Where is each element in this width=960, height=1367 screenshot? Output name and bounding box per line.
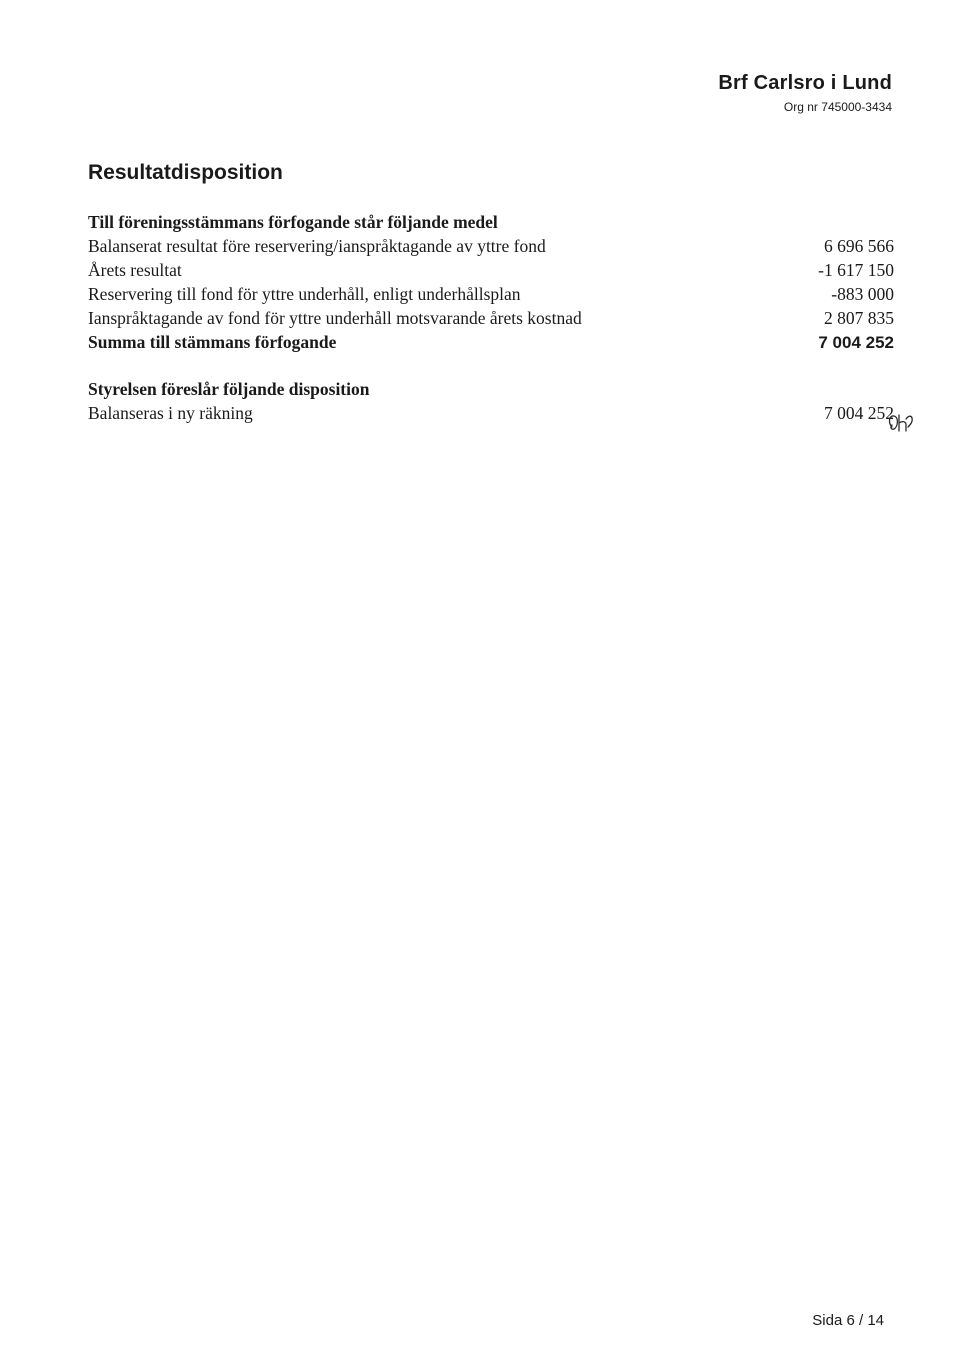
page-title: Resultatdisposition xyxy=(88,161,283,184)
row-label: Ianspråktagande av fond för yttre underhåll motsvarande årets kostnad xyxy=(88,308,582,328)
page-number: Sida 6 / 14 xyxy=(812,1312,884,1329)
disposition-heading: Styrelsen föreslår följande disposition xyxy=(88,379,370,399)
row-label: Balanseras i ny räkning xyxy=(88,403,253,423)
organization-name: Brf Carlsro i Lund xyxy=(718,72,892,94)
row-label: Reservering till fond för yttre underhåll, enligt underhållsplan xyxy=(88,284,521,304)
row-value: 2 807 835 xyxy=(824,308,894,328)
total-row xyxy=(88,330,894,354)
available-funds-heading: Till föreningsstämmans förfogande står följande medel xyxy=(88,212,498,232)
organization-number: Org nr 745000-3434 xyxy=(783,100,892,114)
total-label: Summa till stämmans förfogande xyxy=(88,332,337,352)
row-value: -883 000 xyxy=(831,284,894,304)
row-label: Årets resultat xyxy=(88,260,182,280)
handwritten-initials-icon xyxy=(886,411,920,439)
row-value-container xyxy=(824,401,894,425)
table-row xyxy=(88,401,894,425)
table-row xyxy=(88,282,894,306)
disposition-section xyxy=(88,377,894,425)
total-value: 7 004 252 xyxy=(818,333,894,352)
row-value: 6 696 566 xyxy=(824,236,894,256)
row-value: 7 004 252 xyxy=(824,403,894,423)
available-funds-section xyxy=(88,210,894,354)
document-header xyxy=(718,70,892,116)
table-row xyxy=(88,258,894,282)
row-value: -1 617 150 xyxy=(818,260,894,280)
table-row xyxy=(88,306,894,330)
table-row xyxy=(88,234,894,258)
row-label: Balanserat resultat före reservering/ianspråktagande av yttre fond xyxy=(88,236,546,256)
